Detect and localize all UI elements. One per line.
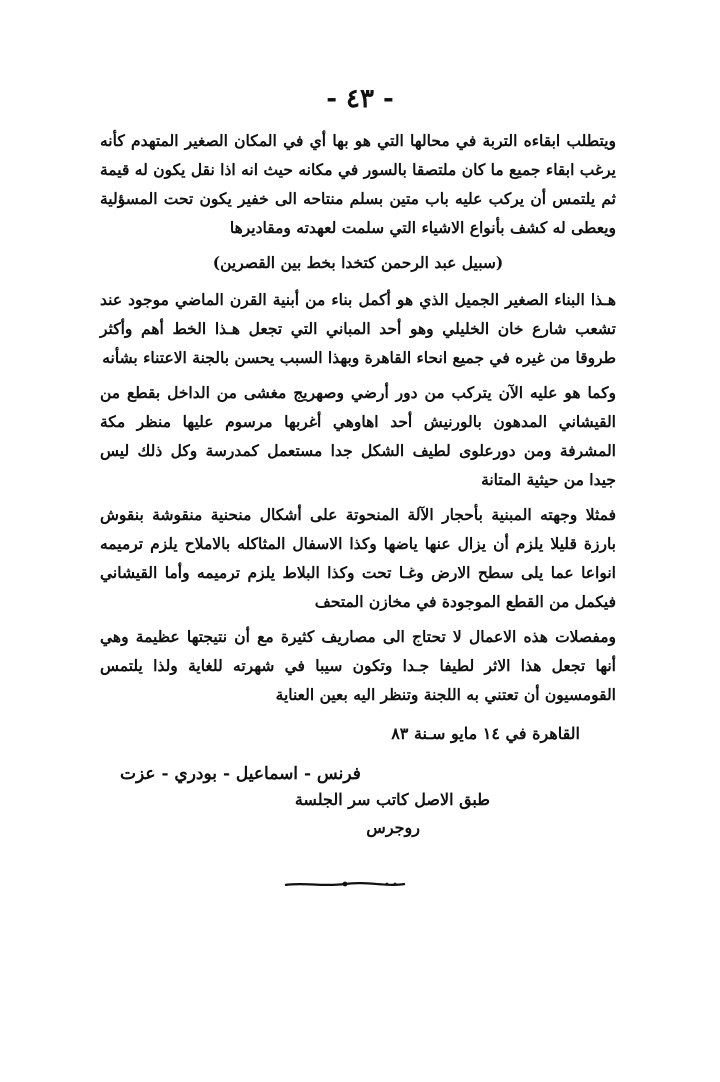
paragraph-building-structure: وكما هو عليه الآن يتركب من دور أرضي وصهريج مغشى من الداخل بقطع من القيشاني المدهون بالورنيش أحد اهاوهي أغربها مرسوم عليها منظر مكة المشرفة ومن دورعلوى لطيف الشكل جدا مستعمل كمدرسة وكل ذلك ليس جيدا من حيثية المتانة <box>100 383 616 489</box>
paragraph-building-description: هـذا البناء الصغير الجميل الذي هو أكمل بناء من أبنية القرن الماضي موجود عند تشعب شارع خان الخليلي وهو أحد المباني التي تجعل هـذا الخط أهم وأكثر طروقا من غيره في جميع انحاء القاهرة وبهذا السبب يحسن بالجنة الاعتناء بشأنه <box>100 290 616 367</box>
true-copy-note: طبق الاصل كاتب سر الجلسة <box>294 790 490 809</box>
document-body <box>100 126 616 715</box>
signatories: فرنس - اسماعيل - بودري - عزت <box>120 764 361 784</box>
paragraph-recommendation: ومفصلات هذه الاعمال لا تحتاج الى مصاريف كثيرة مع أن نتيجتها عظيمة وهي أنها تجعل هذا الاثر لطيفا جـدا وتكون سيبا في شهرته للغاية ولذا يلتمس القومسيون أن تعتني به اللجنة وتنظر اليه بعين العناية <box>100 627 616 704</box>
date-line: القاهرة في ١٤ مايو سـنة ٨٣ <box>391 724 580 743</box>
paragraph-restoration-details: فمثلا وجهته المبنية بأحجار الآلة المنحوتة على أشكال منحنية منقوشة بنقوش بارزة قليلا يلزم أن يزال عنها ياضها وكذا الاسفال المثاكله بالاملاح يلزم ترميمه انواعا عما يلى سطح الارض وغـا تحت وكذا البلاط يلزم ترميمه وأما القيشاني فيكمل من القطع الموجودة في مخازن المتحف <box>100 505 616 611</box>
secretary-name: روجرس <box>366 818 420 837</box>
paragraph-storage-request: ويتطلب ابقاءه التربة في محالها التي هو بها أي في المكان الصغير المتهدم كأنه يرغب ابقاء جميع ما كان ملتصقا بالسور في مكانه حيث انه اذا نقل يكون له قيمة ثم يلتمس أن يركب عليه باب متين بسلم منتاحه الى خفير يكون تحت المسؤلية ويعطى له كشف بأنواع الاشياء التي سلمت لعهدته ومقاديرها <box>100 131 616 237</box>
section-heading: (سبيل عبد الرحمن كتخدا بخط بين القصرين) <box>212 253 504 272</box>
page-number: - ٤٣ - <box>326 84 394 114</box>
ornament-divider <box>283 876 407 892</box>
